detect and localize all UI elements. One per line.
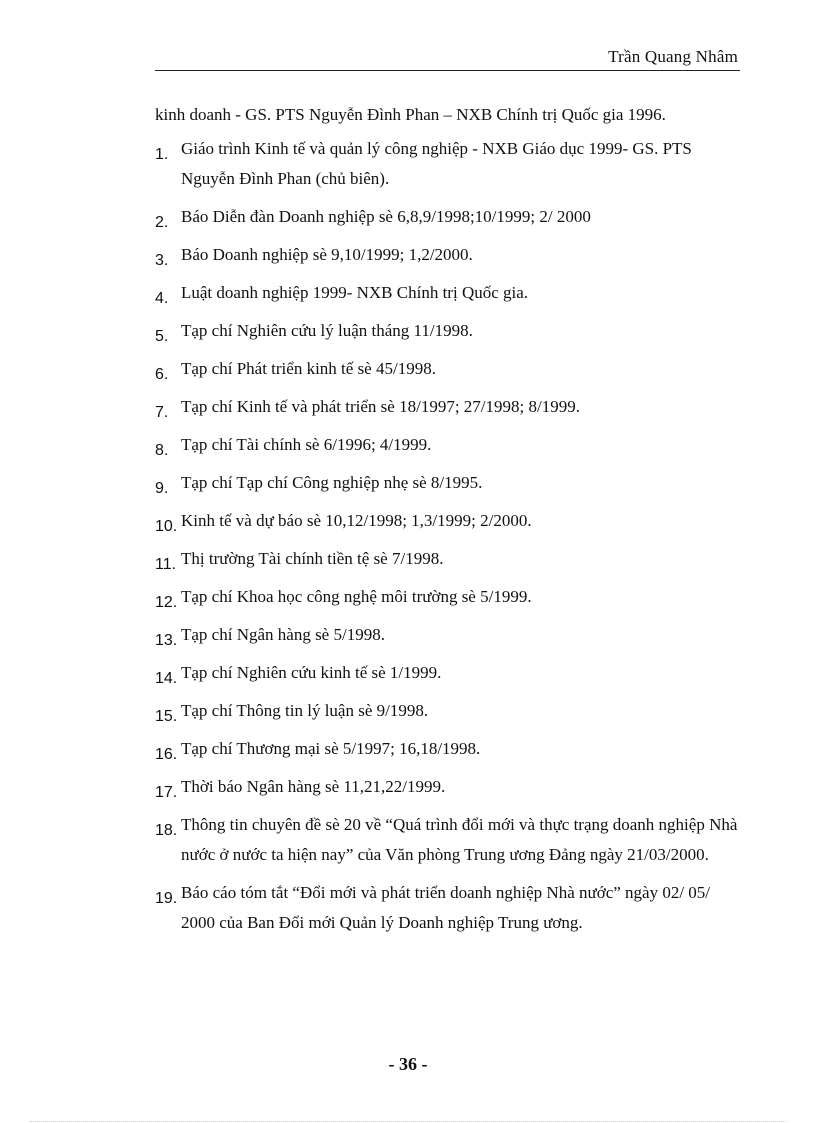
reference-number: 15. (155, 708, 178, 725)
reference-text: Thông tin chuyên đề sè 20 về “Quá trình đổi mới và thực trạng doanh nghiệp Nhà nước ở nước ta hiện nay” của Văn phòng Trung ương Đảng ngày 21/03/2000. (181, 815, 738, 864)
references-content (155, 100, 740, 946)
reference-continuation: kinh doanh - GS. PTS Nguyễn Đình Phan – NXB Chính trị Quốc gia 1996. (155, 105, 666, 124)
reference-item (155, 240, 740, 270)
reference-number: 14. (155, 670, 178, 687)
reference-number: 5. (155, 328, 169, 345)
reference-text: Tạp chí Tạp chí Công nghiệp nhẹ sè 8/1995. (181, 473, 483, 492)
reference-text: Báo Diễn đàn Doanh nghiệp sè 6,8,9/1998;10/1999; 2/ 2000 (181, 207, 591, 226)
page-bottom-divider (30, 1121, 786, 1122)
reference-text: Tạp chí Nghiên cứu lý luận tháng 11/1998. (181, 321, 473, 340)
reference-number: 17. (155, 784, 178, 801)
reference-text: Tạp chí Khoa học công nghệ môi trường sè 5/1999. (181, 587, 532, 606)
reference-item (155, 278, 740, 308)
reference-number: 11. (155, 556, 177, 573)
reference-number: 4. (155, 290, 169, 307)
reference-text: Tạp chí Thương mại sè 5/1997; 16,18/1998. (181, 739, 481, 758)
reference-text: Báo Doanh nghiệp sè 9,10/1999; 1,2/2000. (181, 245, 473, 264)
reference-item (155, 354, 740, 384)
reference-item (155, 878, 740, 938)
header-author: Trần Quang Nhâm (608, 47, 738, 66)
reference-number: 8. (155, 442, 169, 459)
reference-number: 10. (155, 518, 178, 535)
reference-item (155, 134, 740, 194)
reference-item (155, 506, 740, 536)
reference-number: 6. (155, 366, 169, 383)
reference-item (155, 430, 740, 460)
reference-item (155, 392, 740, 422)
reference-item (155, 772, 740, 802)
reference-text: Giáo trình Kinh tế và quản lý công nghiệp - NXB Giáo dục 1999- GS. PTS Nguyễn Đình Phan (chủ biên). (181, 139, 692, 188)
reference-item (155, 582, 740, 612)
reference-item (155, 468, 740, 498)
reference-text: Tạp chí Ngân hàng sè 5/1998. (181, 625, 385, 644)
reference-text: Thời báo Ngân hàng sè 11,21,22/1999. (181, 777, 446, 796)
reference-text: Thị trường Tài chính tiền tệ sè 7/1998. (181, 549, 444, 568)
reference-number: 7. (155, 404, 169, 421)
reference-text: Tạp chí Nghiên cứu kinh tế sè 1/1999. (181, 663, 442, 682)
reference-item (155, 620, 740, 650)
reference-text: Báo cáo tóm tắt “Đổi mới và phát triển doanh nghiệp Nhà nước” ngày 02/ 05/ 2000 của Ban Đổi mới Quản lý Doanh nghiệp Trung ương. (181, 883, 711, 932)
reference-item (155, 316, 740, 346)
reference-item (155, 734, 740, 764)
reference-number: 1. (155, 146, 169, 163)
reference-item (155, 810, 740, 870)
reference-number: 9. (155, 480, 169, 497)
page-number: - 36 - (388, 1054, 428, 1074)
reference-number: 16. (155, 746, 178, 763)
header-rule (155, 70, 740, 71)
reference-number: 3. (155, 252, 169, 269)
reference-text: Tạp chí Kinh tế và phát triển sè 18/1997; 27/1998; 8/1999. (181, 397, 580, 416)
reference-text: Luật doanh nghiệp 1999- NXB Chính trị Quốc gia. (181, 283, 529, 302)
reference-list (155, 134, 740, 938)
reference-number: 13. (155, 632, 178, 649)
reference-text: Tạp chí Thông tin lý luận sè 9/1998. (181, 701, 429, 720)
reference-text: Tạp chí Tài chính sè 6/1996; 4/1999. (181, 435, 432, 454)
reference-text: Tạp chí Phát triển kinh tế sè 45/1998. (181, 359, 436, 378)
reference-number: 19. (155, 890, 178, 907)
reference-item (155, 544, 740, 574)
reference-number: 2. (155, 214, 169, 231)
reference-number: 12. (155, 594, 178, 611)
reference-item (155, 696, 740, 726)
reference-item (155, 202, 740, 232)
reference-text: Kinh tế và dự báo sè 10,12/1998; 1,3/1999; 2/2000. (181, 511, 532, 530)
reference-number: 18. (155, 822, 178, 839)
reference-item (155, 658, 740, 688)
